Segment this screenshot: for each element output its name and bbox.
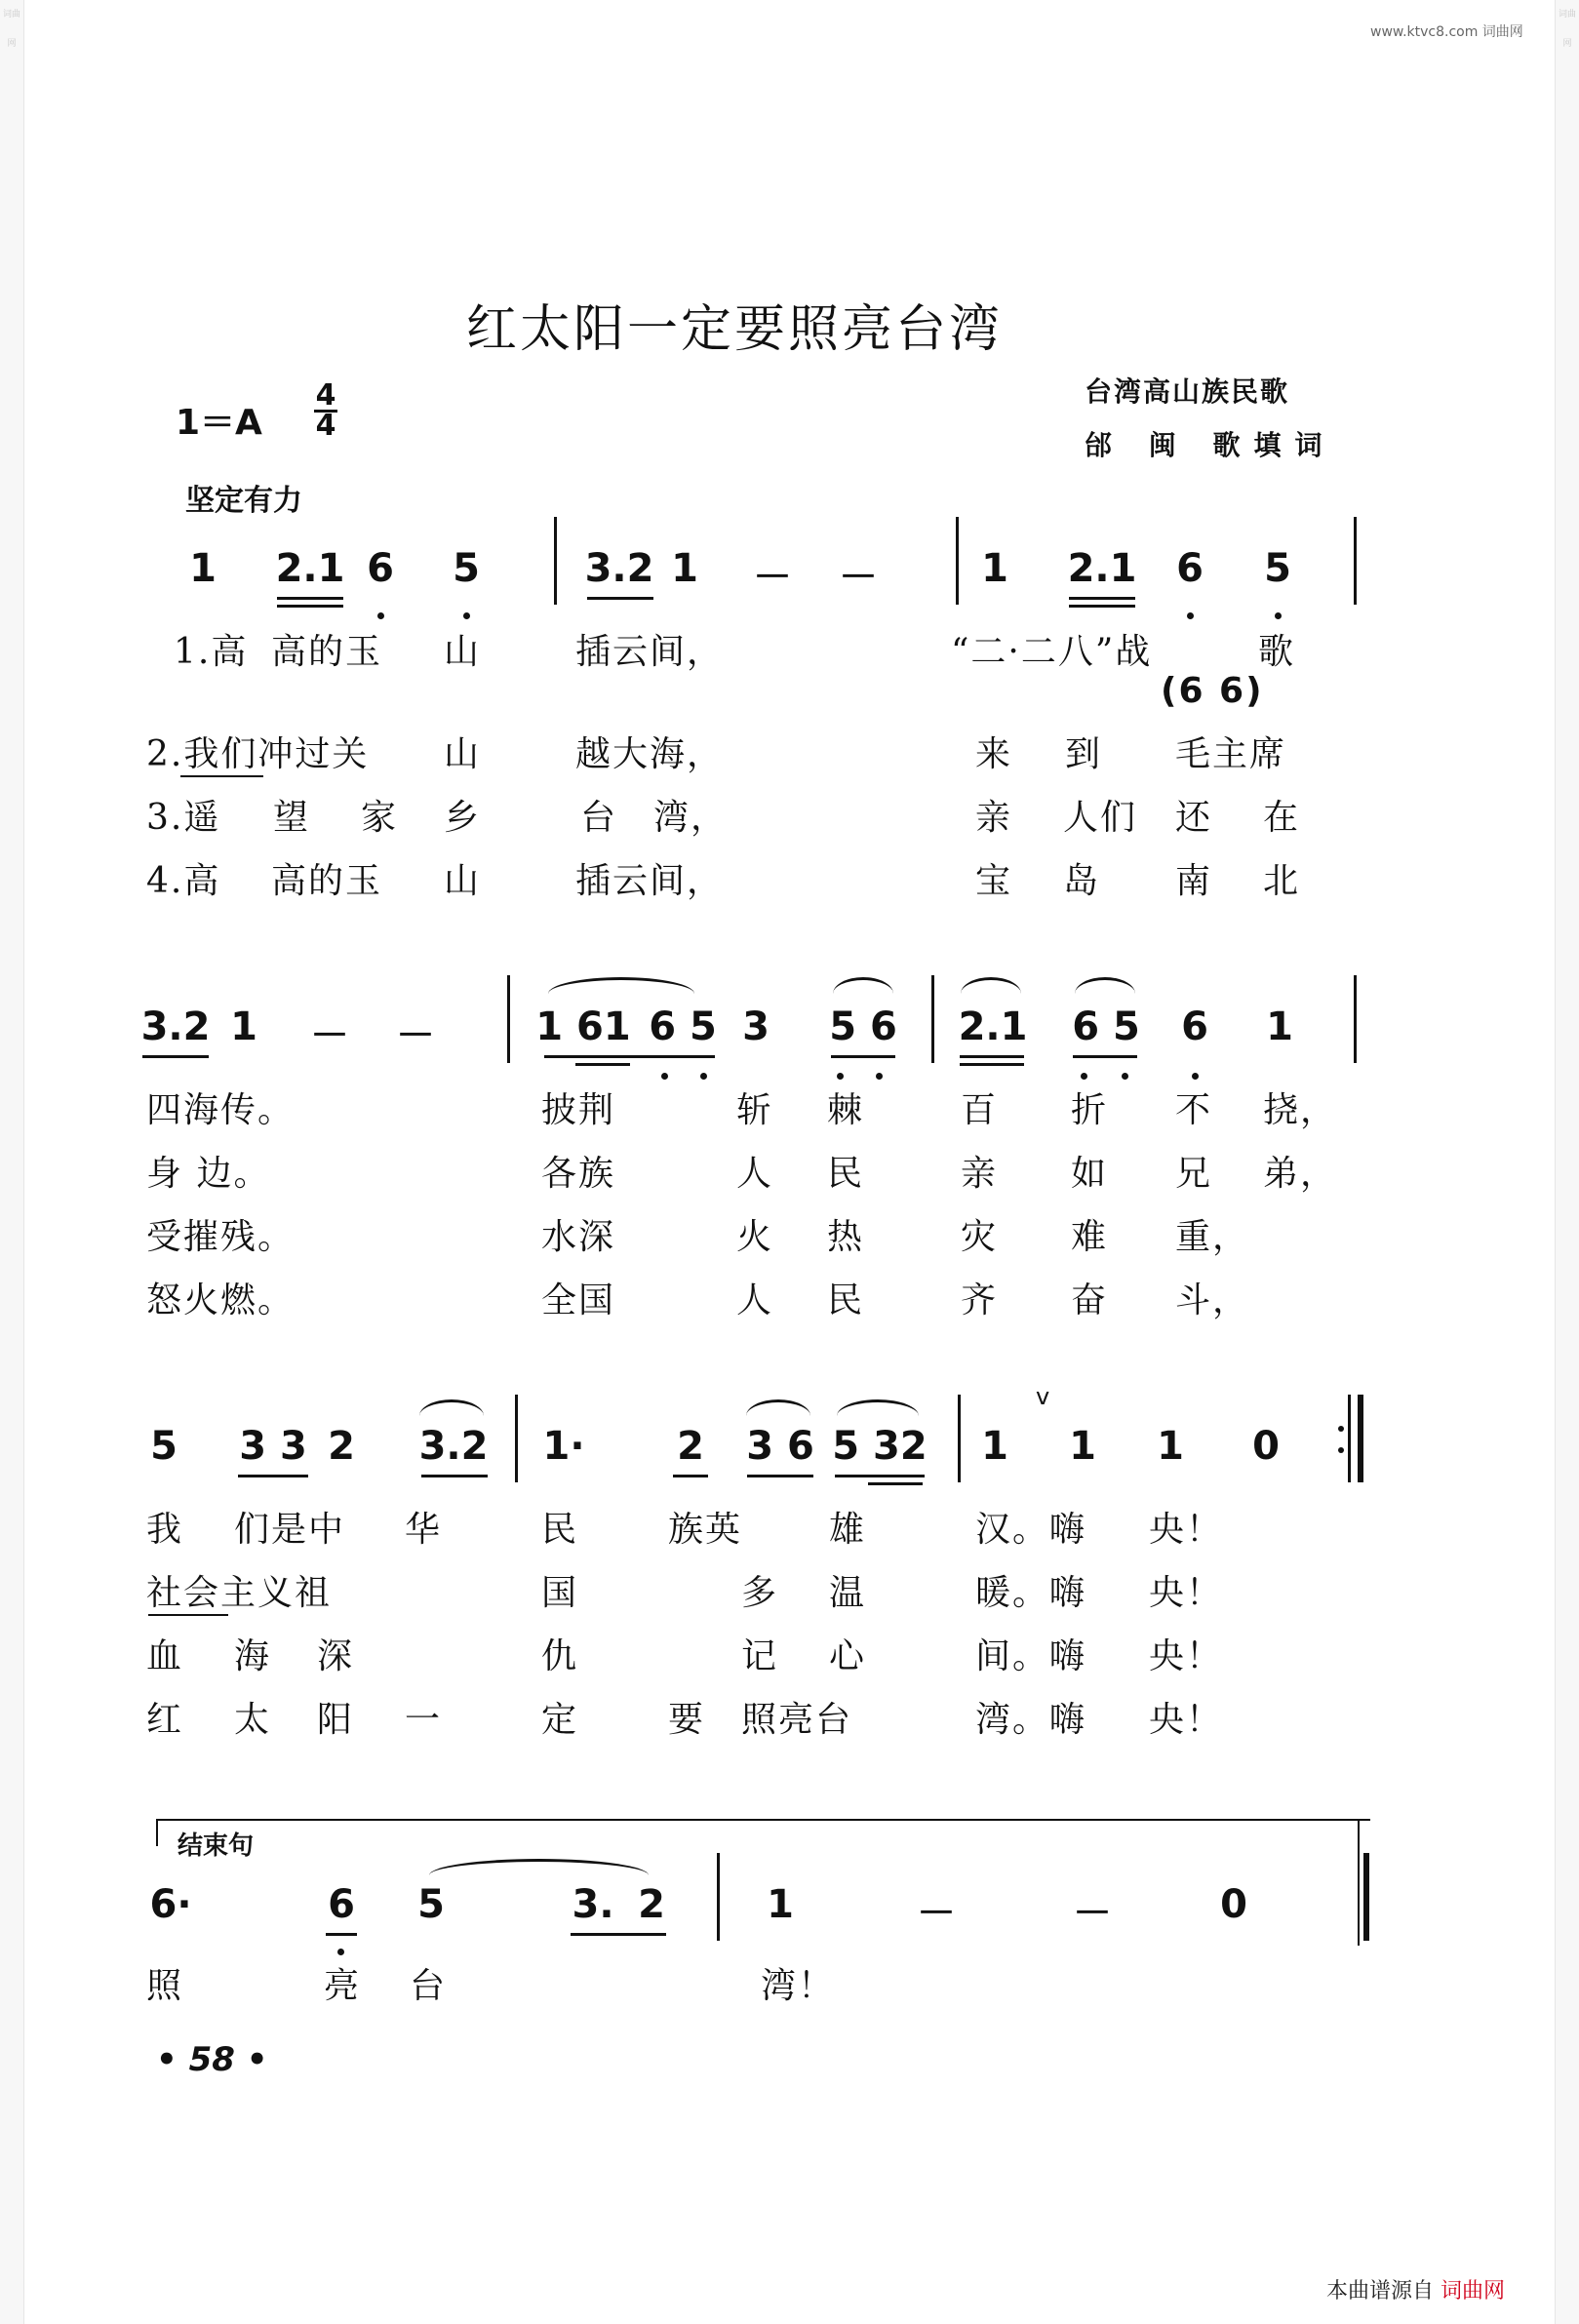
- note: 5: [453, 546, 480, 591]
- lyric-v4: 湾。嗨: [975, 1700, 1087, 1740]
- note: 6: [328, 1882, 355, 1927]
- note: 0: [1252, 1424, 1280, 1469]
- lyric-v4: 4.高: [146, 861, 221, 901]
- note: －: [396, 1013, 435, 1058]
- lower-octave-dot: [661, 1073, 668, 1080]
- note: －: [753, 555, 792, 600]
- underline: [238, 1475, 308, 1477]
- underline: [277, 605, 343, 608]
- underline: [142, 1055, 209, 1058]
- repeat-end-barline: [1358, 1395, 1363, 1482]
- lyric-v1: 挠，: [1263, 1090, 1338, 1130]
- lyric-v4: 怒火燃。: [146, 1280, 296, 1320]
- lyric-v3: 在: [1263, 798, 1301, 838]
- lower-octave-dot: [700, 1073, 707, 1080]
- lyric-v3: 望: [273, 798, 311, 838]
- lyric-v2: 弟，: [1263, 1154, 1338, 1194]
- lyric-v3: 记: [741, 1636, 779, 1676]
- time-top: 4: [315, 378, 336, 413]
- underline: [747, 1475, 813, 1477]
- coda-lyric: 台: [410, 1966, 448, 2006]
- coda-bracket-left: [156, 1819, 158, 1846]
- note: 5 6: [829, 1004, 897, 1049]
- lyric-v4: 一: [405, 1700, 443, 1740]
- lyric-v2: 到: [1065, 734, 1103, 774]
- lyric-v2: 如: [1071, 1154, 1109, 1194]
- underline: [1069, 605, 1135, 608]
- lyric-v4: 人: [736, 1280, 774, 1320]
- final-barline: [1363, 1853, 1369, 1941]
- barline: [958, 1395, 961, 1482]
- note: 1: [1157, 1424, 1184, 1469]
- lyric-v3: 心: [829, 1636, 867, 1676]
- lyric-v4: 齐: [961, 1280, 999, 1320]
- note: 6 5: [649, 1004, 717, 1049]
- lyric-v2: 各族: [541, 1154, 616, 1194]
- lyric-v4: 阳: [317, 1700, 355, 1740]
- lower-octave-dot: [337, 1949, 344, 1955]
- lyric-v2: 来: [975, 734, 1013, 774]
- lyric-v2: 民: [827, 1154, 865, 1194]
- note: 3.2: [140, 1004, 211, 1049]
- note: 3: [742, 1004, 770, 1049]
- lower-octave-dot: [1192, 1073, 1199, 1080]
- lyric-v2: 2.我们冲过关: [146, 734, 370, 774]
- lower-octave-dot: [1122, 1073, 1128, 1080]
- note: 2: [638, 1882, 665, 1927]
- left-margin-strip: [0, 0, 24, 2324]
- lyric-v3: 亲: [975, 798, 1013, 838]
- note: －: [839, 555, 878, 600]
- lyric-v4: 全国: [541, 1280, 616, 1320]
- barline: [956, 517, 959, 605]
- slur: [746, 1399, 810, 1416]
- lyric-v3: 热: [827, 1217, 865, 1257]
- underline: [1069, 597, 1135, 600]
- lyric-v3: 湾，: [653, 798, 729, 838]
- lyric-v3: 灾: [961, 1217, 999, 1257]
- lyric-v4: 高的玉: [271, 861, 383, 901]
- lyric-v1: 汉。嗨: [975, 1510, 1087, 1550]
- note: 2.1: [958, 1004, 1028, 1049]
- lyric-v2: 亲: [961, 1154, 999, 1194]
- note: 5: [150, 1424, 178, 1469]
- lyric-v1: 民: [541, 1510, 579, 1550]
- underline: [835, 1475, 925, 1477]
- lower-octave-dot: [1275, 612, 1282, 619]
- lyric-v1: 百: [961, 1090, 999, 1130]
- lyric-v2: 毛主席: [1175, 734, 1287, 774]
- lower-octave-dot: [463, 612, 470, 619]
- footer-site-link[interactable]: 词曲网: [1441, 2279, 1506, 2304]
- lyric-v3: 受摧残。: [146, 1217, 296, 1257]
- lyric-v1: 央！: [1149, 1510, 1224, 1550]
- tempo-marking: 坚定有力: [185, 484, 302, 518]
- lyric-v1: 山: [444, 632, 482, 672]
- slur: [419, 1399, 484, 1416]
- barline: [1348, 1395, 1351, 1482]
- watermark: www.ktvc8.com 词曲网: [1370, 24, 1523, 40]
- lyric-v3: 重，: [1175, 1217, 1250, 1257]
- footer-prefix: 本曲谱源自: [1326, 2279, 1435, 2304]
- lyric-v2: 暖。嗨: [975, 1573, 1087, 1613]
- barline: [1354, 517, 1357, 605]
- lyric-v3: 台: [580, 798, 618, 838]
- lyric-v1: 折: [1071, 1090, 1109, 1130]
- coda-lyric: 湾！: [761, 1966, 836, 2006]
- note: －: [1073, 1891, 1112, 1936]
- slur: [548, 977, 694, 994]
- lyric-v4: 南: [1175, 861, 1213, 901]
- lyric-v3: 水深: [541, 1217, 616, 1257]
- lyric-v4: 奋: [1071, 1280, 1109, 1320]
- underline: [421, 1475, 488, 1477]
- underline: [571, 1933, 666, 1936]
- lyric-v1: 高的玉: [271, 632, 383, 672]
- credit-lyricist: 邰 闽 歌填词: [1085, 429, 1336, 461]
- coda-bracket-line: [156, 1819, 1370, 1821]
- coda-lyric: 亮: [324, 1966, 362, 2006]
- lower-octave-dot: [876, 1073, 883, 1080]
- lyric-v4: 央！: [1149, 1700, 1224, 1740]
- note: 6: [1181, 1004, 1208, 1049]
- repeat-dot: [1338, 1447, 1344, 1453]
- lyric-v1: 华: [405, 1510, 443, 1550]
- lyric-v3: 难: [1071, 1217, 1109, 1257]
- underline: [960, 1063, 1024, 1066]
- lyric-v1: 族英: [668, 1510, 743, 1550]
- lyric-v3: 海: [234, 1636, 272, 1676]
- note: 1: [981, 546, 1008, 591]
- lyric-v4: 插云间，: [575, 861, 725, 901]
- lyric-v3: 3.遥: [146, 798, 221, 838]
- lyric-v1: 雄: [829, 1510, 867, 1550]
- note: 1: [671, 546, 698, 591]
- lower-octave-dot: [377, 612, 384, 619]
- page-number: • 58 •: [156, 2040, 268, 2079]
- strip-text: 词曲网: [1558, 10, 1576, 49]
- lyric-v2: 人: [736, 1154, 774, 1194]
- note: 3.: [572, 1882, 614, 1927]
- lyric-v2: 山: [444, 734, 482, 774]
- lyric-v1: 插云间，: [575, 632, 725, 672]
- coda-label: 结束句: [178, 1832, 255, 1861]
- note: 5: [417, 1882, 445, 1927]
- note: 6·: [149, 1882, 192, 1927]
- lyric-v4: 岛: [1063, 861, 1101, 901]
- lower-octave-dot: [1187, 612, 1194, 619]
- underline: [960, 1055, 1024, 1058]
- barline: [515, 1395, 518, 1482]
- lyric-v4: 要: [668, 1700, 706, 1740]
- lower-octave-dot: [837, 1073, 844, 1080]
- song-title: 红太阳一定要照亮台湾: [466, 300, 1004, 359]
- note: 2.1: [275, 546, 345, 591]
- lyric-v4: 斗，: [1175, 1280, 1250, 1320]
- lyric-v1: 们是中: [234, 1510, 346, 1550]
- note: 1·: [542, 1424, 585, 1469]
- note: 1: [1266, 1004, 1293, 1049]
- lyric-v3: 仇: [541, 1636, 579, 1676]
- note: 5: [1264, 546, 1291, 591]
- underline: [277, 597, 343, 600]
- underline: [831, 1055, 895, 1058]
- lyric-v4: 宝: [975, 861, 1013, 901]
- note: 2: [677, 1424, 704, 1469]
- coda-lyric: 照: [146, 1966, 184, 2006]
- barline: [554, 517, 557, 605]
- lyric-v4: 山: [444, 861, 482, 901]
- underline: [544, 1055, 715, 1058]
- repeat-dot: [1338, 1426, 1344, 1432]
- lyric-v1: 四海传。: [146, 1090, 296, 1130]
- lyric-v2: 国: [541, 1573, 579, 1613]
- underline: [148, 1614, 228, 1616]
- lyric-v2: 多: [741, 1573, 779, 1613]
- footer-source: [1326, 2274, 1505, 2304]
- lyric-v3: 乡: [444, 798, 482, 838]
- note: 5 32: [832, 1424, 928, 1469]
- note: 3 6: [746, 1424, 814, 1469]
- lyric-v3: 人们: [1063, 798, 1138, 838]
- note: 1 61: [535, 1004, 631, 1049]
- note: 3 3: [239, 1424, 307, 1469]
- lyric-v3: 血: [146, 1636, 184, 1676]
- lyric-v2: 身 边。: [146, 1154, 271, 1194]
- underline: [868, 1482, 923, 1485]
- lyric-v1: 披荆: [541, 1090, 616, 1130]
- lyric-v3: 央！: [1149, 1636, 1224, 1676]
- note: 1: [981, 1424, 1008, 1469]
- lyric-v2: 兄: [1175, 1154, 1213, 1194]
- right-margin-strip: [1555, 0, 1579, 2324]
- note: －: [310, 1013, 349, 1058]
- lyric-v1: 斩: [736, 1090, 774, 1130]
- note: 2: [328, 1424, 355, 1469]
- lyric-v2: 越大海，: [575, 734, 725, 774]
- lyric-v3: 间。嗨: [975, 1636, 1087, 1676]
- lyric-v4: 北: [1263, 861, 1301, 901]
- alternate-notes: (6 6): [1161, 671, 1264, 711]
- note: 6: [367, 546, 394, 591]
- underline: [575, 1063, 630, 1066]
- lyric-v4: 红: [146, 1700, 184, 1740]
- note: 2.1: [1067, 546, 1137, 591]
- lyric-v1: 1.高: [174, 632, 249, 672]
- barline: [931, 975, 934, 1063]
- lyric-v1: 不: [1175, 1090, 1213, 1130]
- coda-bracket-right: [1358, 1819, 1360, 1946]
- note: －: [917, 1891, 956, 1936]
- lyric-v4: 民: [827, 1280, 865, 1320]
- key-signature: 1＝A: [176, 403, 262, 443]
- lyric-v3: 深: [317, 1636, 355, 1676]
- slur: [837, 1399, 919, 1416]
- lyric-v2: 社会主义祖: [146, 1573, 333, 1613]
- barline: [1354, 975, 1357, 1063]
- lyric-v2: 央！: [1149, 1573, 1224, 1613]
- note: 3.2: [584, 546, 654, 591]
- underline: [1073, 1055, 1137, 1058]
- slur: [429, 1859, 649, 1875]
- time-bottom: 4: [315, 409, 336, 443]
- underline: [180, 775, 263, 777]
- barline: [507, 975, 510, 1063]
- lyric-v3: 火: [736, 1217, 774, 1257]
- lyric-v3: 还: [1175, 798, 1213, 838]
- credit-origin: 台湾高山族民歌: [1085, 375, 1290, 408]
- note: 1: [230, 1004, 257, 1049]
- lower-octave-dot: [1081, 1073, 1087, 1080]
- lyric-v1: “二·二八”战: [951, 632, 1153, 672]
- note: 1: [189, 546, 217, 591]
- time-signature: [314, 378, 337, 443]
- lyric-v3: 家: [361, 798, 399, 838]
- lyric-v1: 我: [146, 1510, 184, 1550]
- slur: [961, 977, 1021, 994]
- lyric-v2: 温: [829, 1573, 867, 1613]
- note: 6 5: [1072, 1004, 1140, 1049]
- slur: [833, 977, 893, 994]
- lyric-v4: 太: [234, 1700, 272, 1740]
- strip-text: 词曲网: [2, 10, 20, 49]
- note: 1: [767, 1882, 794, 1927]
- breath-mark: v: [1036, 1383, 1050, 1410]
- lyric-v1: 歌: [1258, 632, 1296, 672]
- note: 1: [1069, 1424, 1096, 1469]
- slur: [1075, 977, 1135, 994]
- underline: [326, 1933, 357, 1936]
- lyric-v1: 棘: [827, 1090, 865, 1130]
- note: 3.2: [418, 1424, 489, 1469]
- lyric-v4: 照亮台: [741, 1700, 853, 1740]
- lyric-v4: 定: [541, 1700, 579, 1740]
- note: 6: [1176, 546, 1204, 591]
- barline: [717, 1853, 720, 1941]
- underline: [673, 1475, 708, 1477]
- underline: [587, 597, 653, 600]
- note: 0: [1220, 1882, 1247, 1927]
